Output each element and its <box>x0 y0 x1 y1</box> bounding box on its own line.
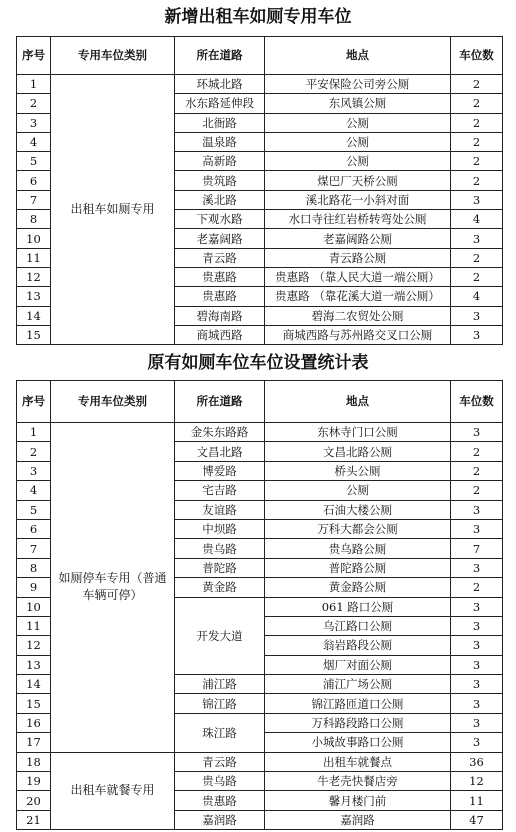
cell-spaces: 3 <box>451 558 503 577</box>
cell-place: 煤巴厂天桥公厕 <box>265 171 451 190</box>
cell-no: 9 <box>17 578 51 597</box>
existing-toilet-spaces-table <box>16 380 503 830</box>
cell-place: 乌江路口公厕 <box>265 616 451 635</box>
cell-place: 东风镇公厕 <box>265 94 451 113</box>
cell-place: 061 路口公厕 <box>265 597 451 616</box>
cell-spaces: 2 <box>451 113 503 132</box>
cell-no: 19 <box>17 772 51 791</box>
cell-place: 公厕 <box>265 113 451 132</box>
cell-place: 公厕 <box>265 481 451 500</box>
cell-road: 商城西路 <box>175 325 265 344</box>
cell-no: 5 <box>17 152 51 171</box>
cell-place: 水口寺往红岩桥转弯处公厕 <box>265 210 451 229</box>
cell-spaces: 7 <box>451 539 503 558</box>
cell-category: 出租车就餐专用 <box>51 752 175 830</box>
cell-road: 碧海南路 <box>175 306 265 325</box>
cell-no: 8 <box>17 210 51 229</box>
cell-road: 锦江路 <box>175 694 265 713</box>
cell-no: 13 <box>17 287 51 306</box>
cell-spaces: 2 <box>451 152 503 171</box>
cell-no: 21 <box>17 810 51 829</box>
cell-place: 烟厂对面公厕 <box>265 655 451 674</box>
cell-spaces: 2 <box>451 442 503 461</box>
cell-no: 15 <box>17 325 51 344</box>
cell-place: 平安保险公司旁公厕 <box>265 75 451 94</box>
cell-no: 6 <box>17 519 51 538</box>
cell-road: 贵惠路 <box>175 267 265 286</box>
cell-spaces: 2 <box>451 248 503 267</box>
cell-spaces: 2 <box>451 481 503 500</box>
cell-spaces: 3 <box>451 655 503 674</box>
cell-place: 老嘉阔路公厕 <box>265 229 451 248</box>
table-header-row <box>17 37 503 75</box>
cell-spaces: 12 <box>451 772 503 791</box>
header-category: 专用车位类别 <box>51 37 175 75</box>
cell-no: 7 <box>17 190 51 209</box>
cell-spaces: 3 <box>451 229 503 248</box>
cell-spaces: 3 <box>451 423 503 442</box>
cell-place: 碧海二农贸处公厕 <box>265 306 451 325</box>
cell-place: 溪北路花一小斜对面 <box>265 190 451 209</box>
cell-spaces: 2 <box>451 267 503 286</box>
cell-no: 13 <box>17 655 51 674</box>
cell-place: 万科大都会公厕 <box>265 519 451 538</box>
cell-spaces: 2 <box>451 578 503 597</box>
cell-road: 文昌北路 <box>175 442 265 461</box>
cell-road: 溪北路 <box>175 190 265 209</box>
cell-no: 5 <box>17 500 51 519</box>
cell-road: 贵乌路 <box>175 772 265 791</box>
cell-spaces: 3 <box>451 597 503 616</box>
cell-road: 贵惠路 <box>175 287 265 306</box>
cell-no: 14 <box>17 675 51 694</box>
cell-no: 10 <box>17 229 51 248</box>
cell-place: 青云路公厕 <box>265 248 451 267</box>
header-place: 地点 <box>265 37 451 75</box>
cell-no: 7 <box>17 539 51 558</box>
cell-no: 18 <box>17 752 51 771</box>
cell-road: 贵筑路 <box>175 171 265 190</box>
cell-road: 青云路 <box>175 248 265 267</box>
header-spaces: 车位数 <box>451 381 503 423</box>
table-header-row <box>17 381 503 423</box>
header-road: 所在道路 <box>175 37 265 75</box>
cell-no: 12 <box>17 267 51 286</box>
cell-spaces: 2 <box>451 94 503 113</box>
cell-place: 文昌北路公厕 <box>265 442 451 461</box>
cell-place: 石油大楼公厕 <box>265 500 451 519</box>
cell-place: 黄金路公厕 <box>265 578 451 597</box>
new-taxi-toilet-spaces-table <box>16 36 503 345</box>
cell-road: 高新路 <box>175 152 265 171</box>
cell-spaces: 3 <box>451 733 503 752</box>
cell-road: 老嘉阔路 <box>175 229 265 248</box>
cell-place: 公厕 <box>265 152 451 171</box>
cell-no: 14 <box>17 306 51 325</box>
header-place: 地点 <box>265 381 451 423</box>
cell-no: 17 <box>17 733 51 752</box>
cell-no: 1 <box>17 423 51 442</box>
cell-road: 宅吉路 <box>175 481 265 500</box>
cell-no: 6 <box>17 171 51 190</box>
cell-place: 万科路段路口公厕 <box>265 713 451 732</box>
cell-spaces: 2 <box>451 75 503 94</box>
cell-road: 浦江路 <box>175 675 265 694</box>
cell-place: 牛老壳快餐店旁 <box>265 772 451 791</box>
cell-no: 8 <box>17 558 51 577</box>
cell-spaces: 4 <box>451 210 503 229</box>
cell-road: 友谊路 <box>175 500 265 519</box>
cell-road: 温泉路 <box>175 132 265 151</box>
table2-title: 原有如厕车位车位设置统计表 <box>147 353 369 373</box>
cell-no: 3 <box>17 461 51 480</box>
table-row <box>17 752 503 771</box>
cell-spaces: 3 <box>451 675 503 694</box>
table1-title: 新增出租车如厕专用车位 <box>164 7 352 27</box>
cell-place: 小城故事路口公厕 <box>265 733 451 752</box>
cell-spaces: 3 <box>451 306 503 325</box>
table-row <box>17 75 503 94</box>
cell-road: 黄金路 <box>175 578 265 597</box>
cell-place: 桥头公厕 <box>265 461 451 480</box>
cell-no: 2 <box>17 442 51 461</box>
cell-no: 11 <box>17 616 51 635</box>
cell-road: 金朱东路路 <box>175 423 265 442</box>
cell-no: 1 <box>17 75 51 94</box>
header-spaces: 车位数 <box>451 37 503 75</box>
cell-spaces: 2 <box>451 171 503 190</box>
cell-spaces: 4 <box>451 287 503 306</box>
cell-spaces: 2 <box>451 132 503 151</box>
cell-place: 浦江广场公厕 <box>265 675 451 694</box>
cell-spaces: 3 <box>451 713 503 732</box>
cell-place: 嘉润路 <box>265 810 451 829</box>
cell-road: 水东路延伸段 <box>175 94 265 113</box>
cell-road: 北衙路 <box>175 113 265 132</box>
cell-no: 15 <box>17 694 51 713</box>
header-category: 专用车位类别 <box>51 381 175 423</box>
cell-spaces: 3 <box>451 325 503 344</box>
cell-spaces: 11 <box>451 791 503 810</box>
cell-place: 锦江路匝道口公厕 <box>265 694 451 713</box>
cell-place: 出租车就餐点 <box>265 752 451 771</box>
cell-road: 普陀路 <box>175 558 265 577</box>
cell-road: 开发大道 <box>175 597 265 675</box>
cell-spaces: 3 <box>451 694 503 713</box>
header-road: 所在道路 <box>175 381 265 423</box>
cell-spaces: 47 <box>451 810 503 829</box>
cell-no: 20 <box>17 791 51 810</box>
cell-spaces: 3 <box>451 636 503 655</box>
cell-road: 环城北路 <box>175 75 265 94</box>
cell-road: 贵乌路 <box>175 539 265 558</box>
cell-spaces: 3 <box>451 500 503 519</box>
cell-place: 翁岩路段公厕 <box>265 636 451 655</box>
header-no: 序号 <box>17 381 51 423</box>
cell-road: 贵惠路 <box>175 791 265 810</box>
cell-road: 嘉润路 <box>175 810 265 829</box>
cell-no: 12 <box>17 636 51 655</box>
cell-road: 博爱路 <box>175 461 265 480</box>
cell-no: 11 <box>17 248 51 267</box>
cell-road: 下观水路 <box>175 210 265 229</box>
table-row <box>17 423 503 442</box>
cell-road: 青云路 <box>175 752 265 771</box>
cell-place: 贵惠路 （靠花溪大道一端公厕） <box>265 287 451 306</box>
cell-spaces: 3 <box>451 190 503 209</box>
cell-spaces: 2 <box>451 461 503 480</box>
header-no: 序号 <box>17 37 51 75</box>
cell-no: 2 <box>17 94 51 113</box>
cell-category: 如厕停车专用（普通车辆可停） <box>51 423 175 753</box>
cell-no: 16 <box>17 713 51 732</box>
cell-category: 出租车如厕专用 <box>51 75 175 345</box>
cell-spaces: 3 <box>451 519 503 538</box>
cell-no: 10 <box>17 597 51 616</box>
cell-place: 商城西路与苏州路交叉口公厕 <box>265 325 451 344</box>
cell-place: 东林寺门口公厕 <box>265 423 451 442</box>
cell-place: 贵乌路公厕 <box>265 539 451 558</box>
cell-road: 珠江路 <box>175 713 265 752</box>
cell-spaces: 36 <box>451 752 503 771</box>
cell-place: 馨月楼门前 <box>265 791 451 810</box>
cell-road: 中坝路 <box>175 519 265 538</box>
cell-place: 贵惠路 （靠人民大道一端公厕） <box>265 267 451 286</box>
cell-no: 4 <box>17 132 51 151</box>
cell-place: 公厕 <box>265 132 451 151</box>
cell-no: 3 <box>17 113 51 132</box>
cell-place: 普陀路公厕 <box>265 558 451 577</box>
cell-spaces: 3 <box>451 616 503 635</box>
cell-no: 4 <box>17 481 51 500</box>
